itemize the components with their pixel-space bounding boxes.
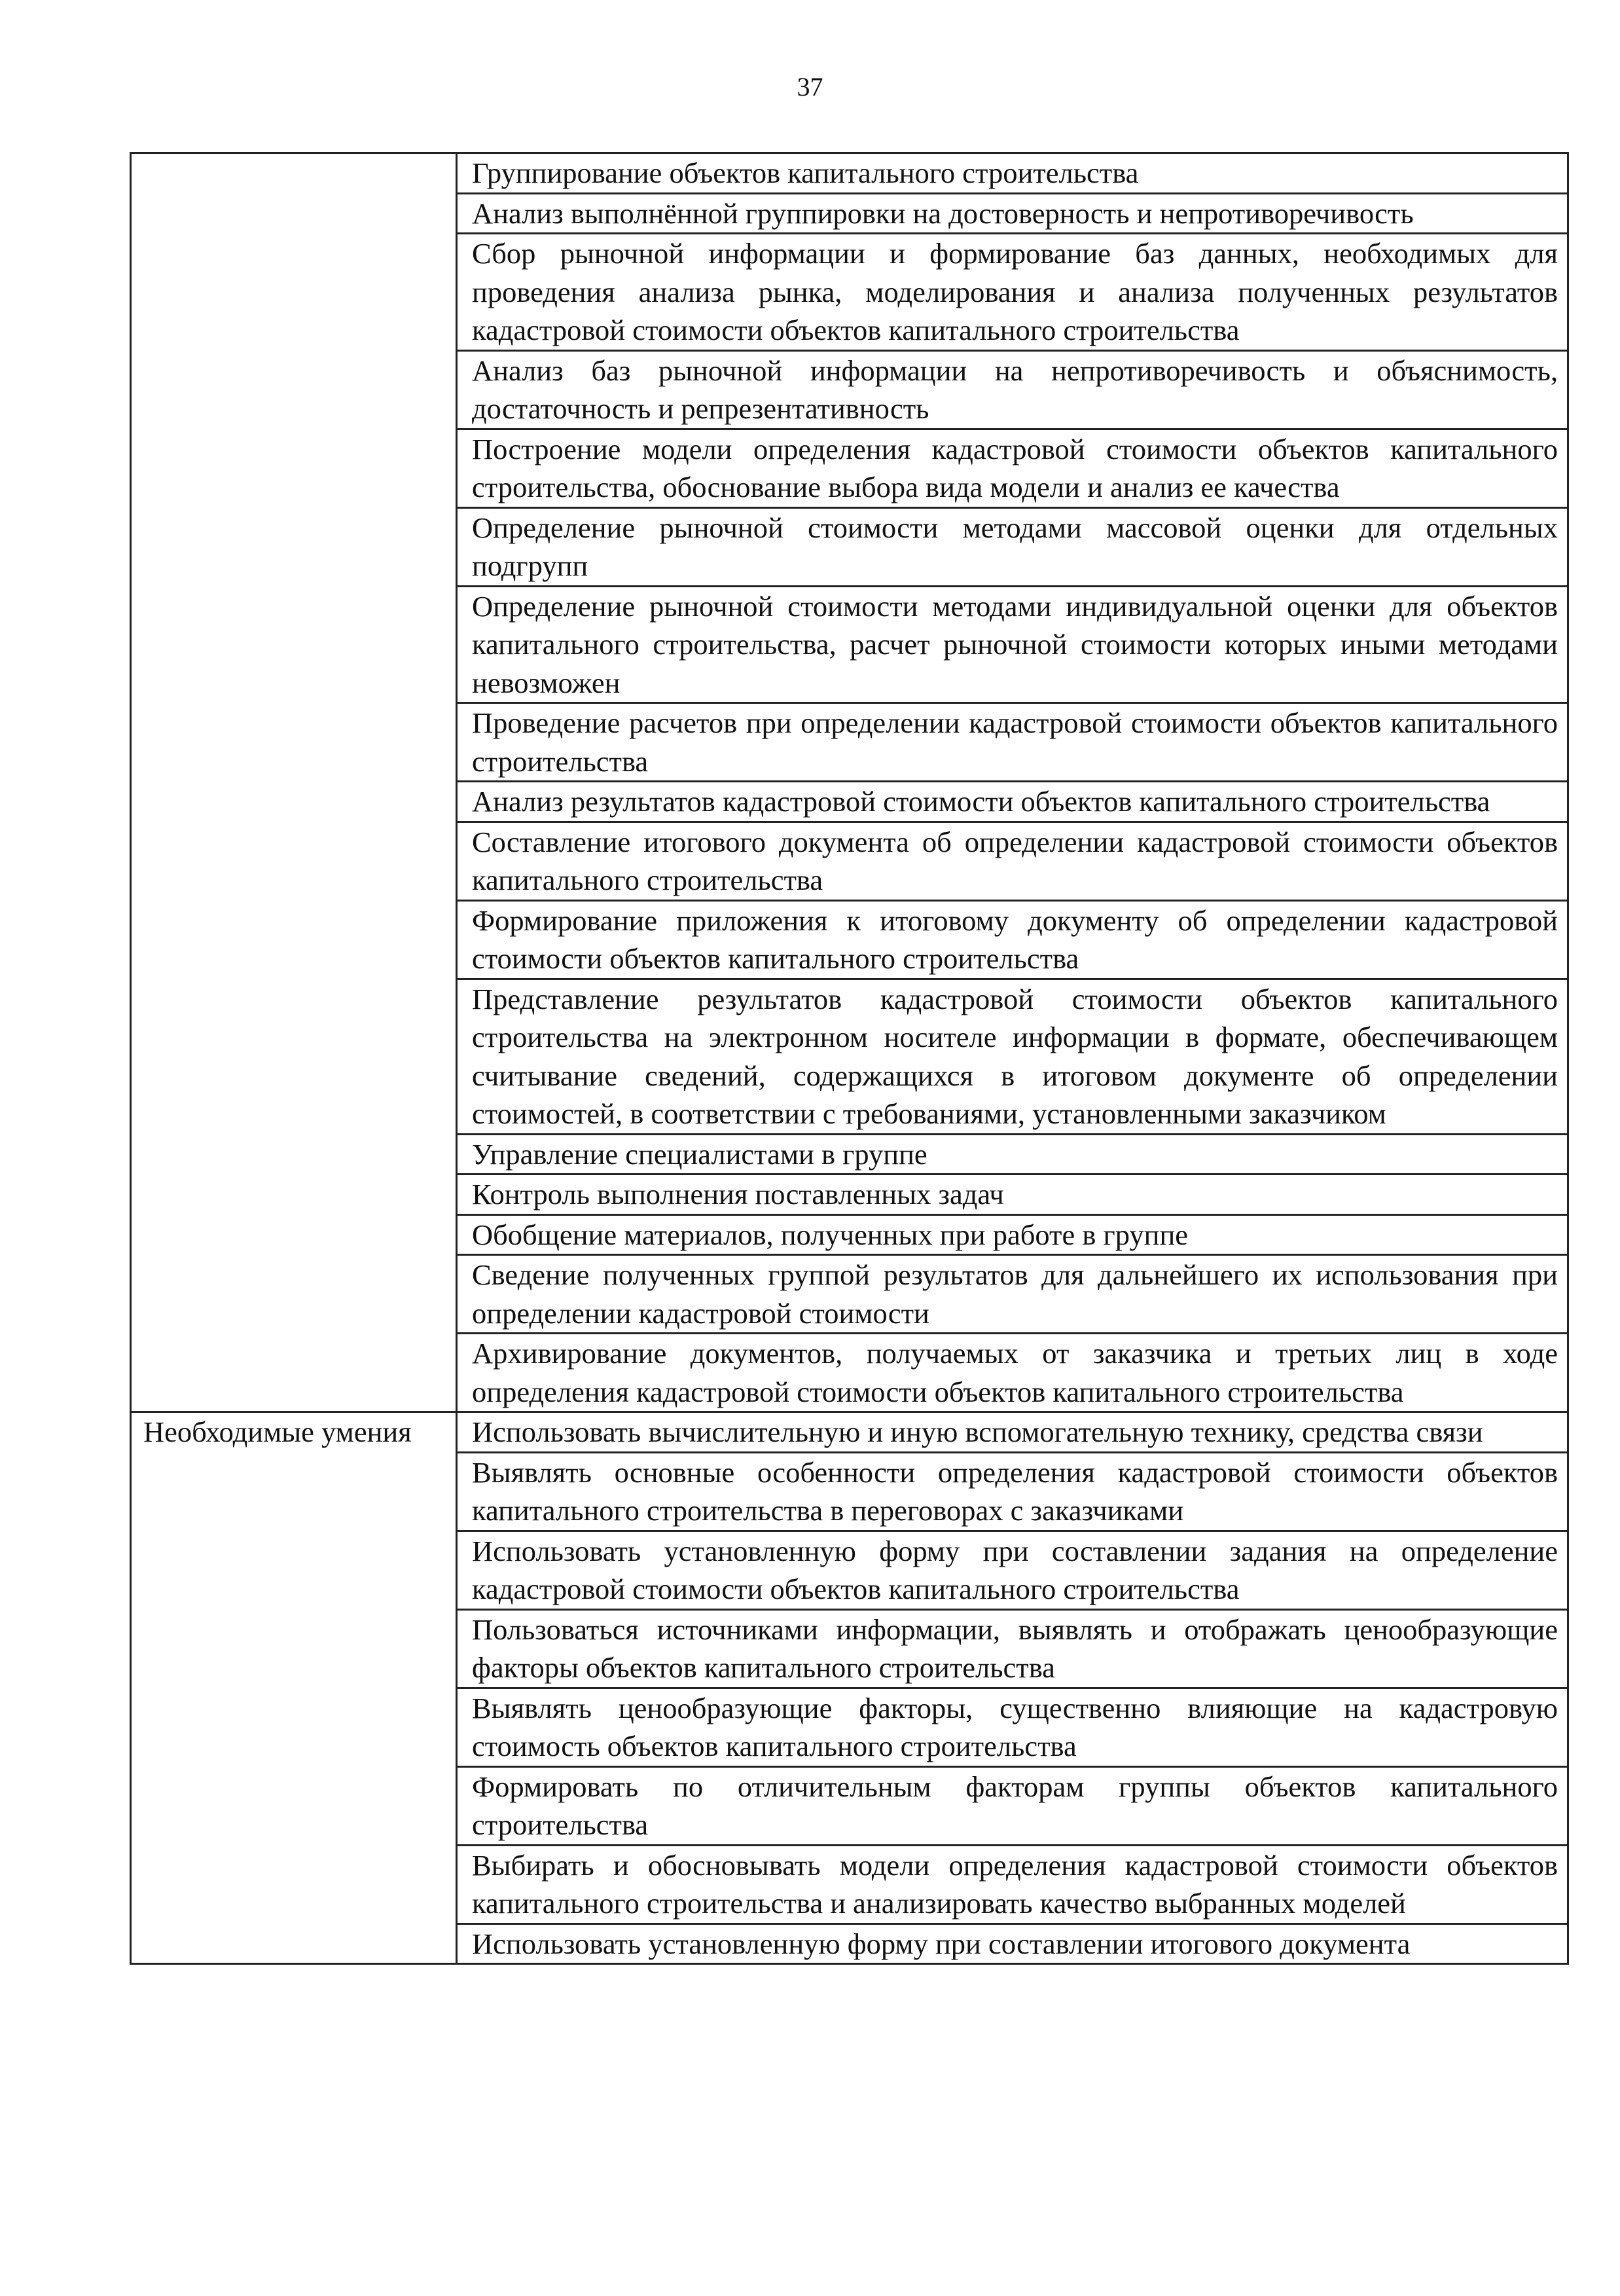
labor-action-item: Определение рыночной стоимости методами индивидуальной оценки для объектов капитального строительства, расчет рыночной стоимости которых иными методами невозможен [457,586,1568,703]
skill-item: Использовать установленную форму при составлении итогового документа [457,1923,1568,1964]
labor-actions-label-cell [131,153,457,1412]
skill-item: Пользоваться источниками информации, выявлять и отображать ценообразующие факторы объектов капитального строительства [457,1609,1568,1688]
labor-action-item: Сведение полученных группой результатов для дальнейшего их использования при определении кадастровой стоимости [457,1255,1568,1334]
labor-action-item: Анализ результатов кадастровой стоимости объектов капитального строительства [457,782,1568,822]
labor-action-item: Архивирование документов, получаемых от заказчика и третьих лиц в ходе определения кадастровой стоимости объектов капитального строительства [457,1334,1568,1412]
labor-action-item: Обобщение материалов, полученных при работе в группе [457,1214,1568,1255]
labor-action-item: Группирование объектов капитального строительства [457,153,1568,194]
table-row [131,1412,1568,1453]
table-row [131,153,1568,194]
labor-action-item: Формирование приложения к итоговому документу об определении кадастровой стоимости объектов капитального строительства [457,900,1568,979]
competency-table [130,152,1569,1965]
labor-action-item: Анализ выполнённой группировки на достоверность и непротиворечивость [457,193,1568,234]
skill-item: Выявлять основные особенности определения кадастровой стоимости объектов капитального строительства в переговорах с заказчиками [457,1452,1568,1531]
labor-action-item: Контроль выполнения поставленных задач [457,1175,1568,1215]
skill-item: Формировать по отличительным факторам группы объектов капитального строительства [457,1766,1568,1845]
skill-item: Выбирать и обосновывать модели определения кадастровой стоимости объектов капитального строительства и анализировать качество выбранных моделей [457,1845,1568,1923]
labor-action-item: Анализ баз рыночной информации на непротиворечивость и объяснимость, достаточность и репрезентативность [457,350,1568,429]
skill-item: Использовать установленную форму при составлении задания на определение кадастровой стоимости объектов капитального строительства [457,1531,1568,1609]
labor-action-item: Составление итогового документа об определении кадастровой стоимости объектов капитального строительства [457,822,1568,900]
labor-action-item: Проведение расчетов при определении кадастровой стоимости объектов капитального строительства [457,703,1568,782]
labor-action-item: Построение модели определения кадастровой стоимости объектов капитального строительства, обоснование выбора вида модели и анализ ее качества [457,429,1568,507]
labor-action-item: Представление результатов кадастровой стоимости объектов капитального строительства на электронном носителе информации в формате, обеспечивающем считывание сведений, содержащихся в итоговом документе об определении стоимостей, в соответствии с требованиями, установленными заказчиком [457,979,1568,1134]
skill-item: Использовать вычислительную и иную вспомогательную технику, средства связи [457,1412,1568,1453]
labor-action-item: Определение рыночной стоимости методами массовой оценки для отдельных подгрупп [457,507,1568,586]
labor-action-item: Сбор рыночной информации и формирование баз данных, необходимых для проведения анализа рынка, моделирования и анализа полученных результатов кадастровой стоимости объектов капитального строительства [457,234,1568,351]
skill-item: Выявлять ценообразующие факторы, существенно влияющие на кадастровую стоимость объектов капитального строительства [457,1688,1568,1766]
labor-action-item: Управление специалистами в группе [457,1134,1568,1175]
skills-label: Необходимые умения [131,1412,457,1964]
page-number: 37 [797,72,823,101]
